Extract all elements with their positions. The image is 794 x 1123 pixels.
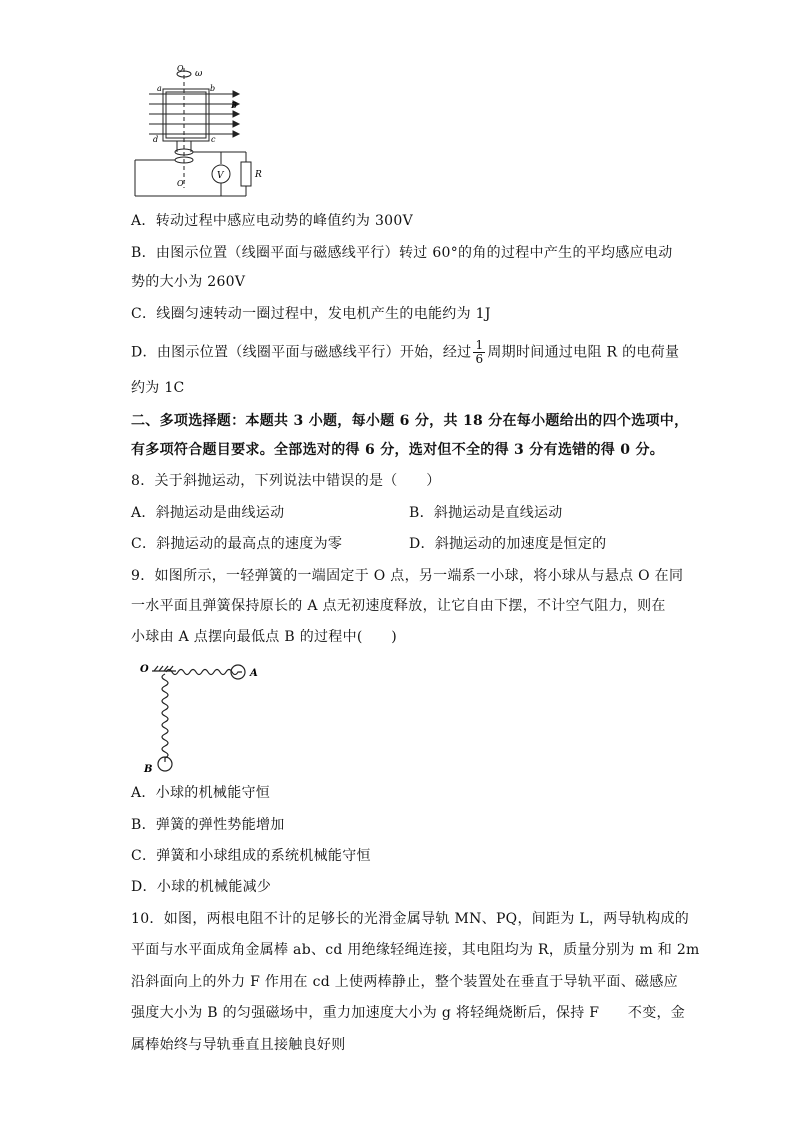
- section2-heading-line1: 二、多项选择题：本题共 3 小题，每小题 6 分，共 18 分在每小题给出的四个选项中，: [131, 413, 689, 429]
- q7-option-d-post: 周期时间通过电阻 R 的电荷量: [487, 344, 680, 361]
- fig2-label-B: B: [144, 764, 153, 775]
- fig1-label-d: d: [153, 135, 159, 144]
- q7-option-b-line2: 势的大小为 260V: [131, 274, 246, 290]
- q9-option-c: C．弹簧和小球组成的系统机械能守恒: [131, 848, 371, 864]
- q7-option-b-line1: B．由图示位置（线圈平面与磁感线平行）转过 60°的角的过程中产生的平均感应电动: [131, 245, 673, 261]
- q10-line5: 属棒始终与导轨垂直且接触良好则: [131, 1037, 346, 1053]
- q10-line2: 平面与水平面成角金属棒 ab、cd 用绝缘轻绳连接，其电阻均为 R，质量分别为 m 和 2m: [131, 942, 700, 958]
- q9-stem-line1: 9．如图所示，一轻弹簧的一端固定于 O 点，另一端系一小球，将小球从与悬点 O 在同: [131, 568, 684, 584]
- q8-option-a: A．斜抛运动是曲线运动: [131, 505, 285, 521]
- q8-option-b: B．斜抛运动是直线运动: [409, 505, 563, 521]
- q8-option-c: C．斜抛运动的最高点的速度为零: [131, 536, 343, 552]
- section2-heading-line2: 有多项符合题目要求。全部选对的得 6 分，选对但不全的得 3 分有选错的得 0 分。: [131, 442, 665, 458]
- coil-generator-diagram: [131, 62, 271, 200]
- q9-stem-line3: 小球由 A 点摆向最低点 B 的过程中( ): [131, 629, 398, 645]
- q8-option-d: D．斜抛运动的加速度是恒定的: [409, 536, 607, 552]
- q7-option-a: A．转动过程中感应电动势的峰值约为 300V: [131, 213, 413, 229]
- fig1-label-R: R: [255, 170, 262, 180]
- fraction-numerator: 1: [475, 338, 484, 352]
- q10-line3: 沿斜面向上的外力 F 作用在 cd 上使两棒静止，整个装置处在垂直于导轨平面、磁感应: [131, 974, 678, 990]
- fig2-label-O: O: [140, 664, 149, 675]
- spring-pendulum-diagram: [138, 660, 268, 778]
- q7-option-d-line1: [131, 339, 679, 366]
- fig1-label-a: a: [157, 84, 162, 93]
- fig1-label-omega: ω: [195, 69, 203, 79]
- q9-stem-line2: 一水平面且弹簧保持原长的 A 点无初速度释放，让它自由下摆，不计空气阻力，则在: [131, 598, 666, 614]
- fig1-label-c: c: [211, 135, 216, 144]
- q7-option-d-pre: D．由图示位置（线圈平面与磁感线平行）开始，经过: [131, 344, 472, 361]
- q8-stem: 8．关于斜抛运动，下列说法中错误的是（ ）: [131, 473, 441, 489]
- fig1-label-b: b: [210, 84, 216, 93]
- q9-option-a: A．小球的机械能守恒: [131, 785, 271, 801]
- fig1-label-V: V: [217, 171, 224, 181]
- fig1-label-O: O: [177, 64, 184, 73]
- fraction-one-sixth: [473, 339, 485, 366]
- q9-option-d: D．小球的机械能减少: [131, 879, 272, 895]
- fig2-label-A: A: [250, 668, 258, 679]
- q9-option-b: B．弹簧的弹性势能增加: [131, 817, 285, 833]
- q10-line4: 强度大小为 B 的匀强磁场中，重力加速度大小为 g 将轻绳烧断后，保持 F 不变，金: [131, 1005, 686, 1021]
- q7-option-c: C．线圈匀速转动一圈过程中，发电机产生的电能约为 1J: [131, 306, 491, 322]
- fig1-label-B: B: [231, 101, 237, 110]
- q7-option-d-line2: 约为 1C: [131, 380, 185, 396]
- fraction-denominator: 6: [475, 352, 484, 366]
- q10-line1: 10．如图，两根电阻不计的足够长的光滑金属导轨 MN、PQ，间距为 L，两导轨构成的: [131, 911, 690, 927]
- fig1-label-Oprime: O′: [177, 179, 186, 188]
